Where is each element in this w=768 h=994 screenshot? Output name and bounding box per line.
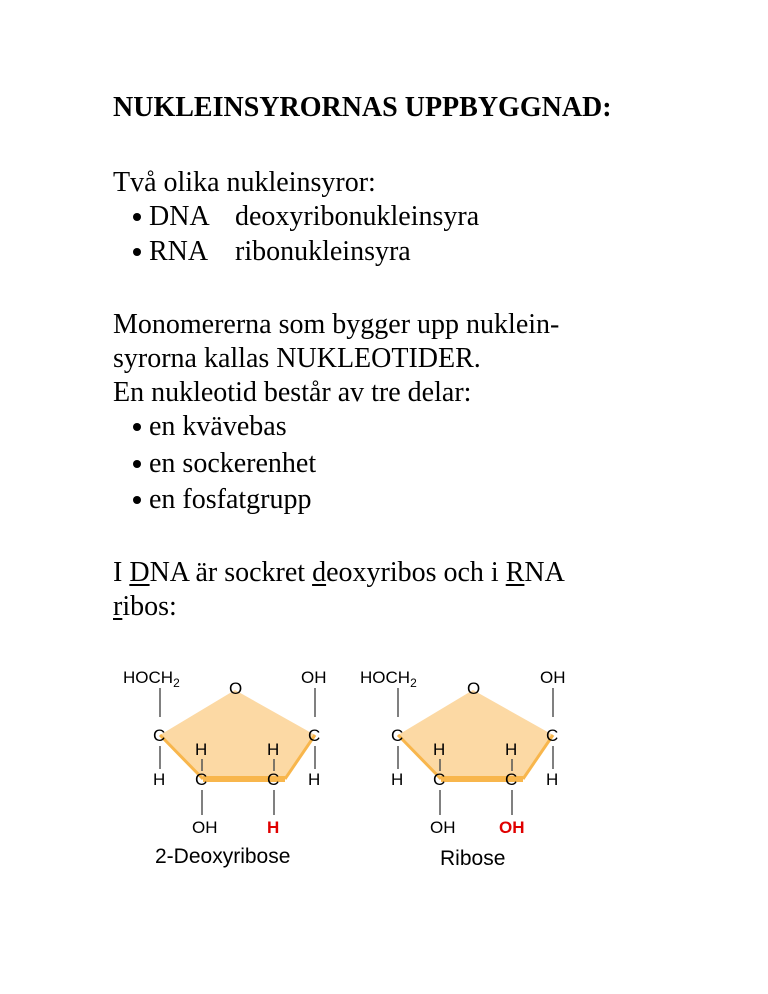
- text-run: eoxyribos och i: [326, 557, 506, 588]
- list-item-label: en sockerenhet: [149, 448, 317, 479]
- oh-label: OH: [301, 668, 327, 687]
- carbon-label: C: [308, 726, 321, 745]
- text-run: NA är sockret: [149, 557, 313, 588]
- underlined-letter: r: [113, 591, 123, 622]
- text-run: NA: [524, 557, 565, 588]
- ring-oxygen-label: O: [229, 679, 243, 698]
- hydrogen-label: H: [391, 770, 404, 789]
- molecule-name: Ribose: [440, 847, 506, 870]
- hydrogen-label: H: [195, 740, 208, 759]
- sugar-structures-figure: [115, 655, 575, 880]
- acid-name: deoxyribonukleinsyra: [235, 201, 480, 232]
- oh-label: OH: [430, 818, 456, 837]
- paragraph-line: [113, 556, 565, 590]
- molecule-name: 2-Deoxyribose: [155, 845, 291, 868]
- underlined-letter: R: [505, 557, 525, 588]
- list-item-label: en fosfatgrupp: [149, 484, 312, 515]
- carbon-label: C: [391, 726, 404, 745]
- carbon-label: C: [195, 770, 208, 789]
- hydrogen-label: H: [153, 770, 166, 789]
- bullet-icon: [133, 248, 141, 256]
- oh-label: OH: [192, 818, 218, 837]
- carbon-label: C: [267, 770, 280, 789]
- carbon-label: C: [433, 770, 446, 789]
- hoch2-label: $HOCH_2$: [360, 668, 417, 690]
- text-run: ibos:: [122, 591, 177, 622]
- paragraph-line: En nukleotid består av tre delar:: [113, 377, 472, 408]
- highlight-hydrogen-label: H: [267, 818, 280, 837]
- carbon-label: C: [505, 770, 518, 789]
- list-item: [133, 410, 287, 444]
- list-item-label: en kvävebas: [149, 411, 287, 442]
- acid-abbr: DNA: [149, 201, 210, 232]
- highlight-oh-label: OH: [499, 818, 525, 837]
- hydrogen-label: H: [433, 740, 446, 759]
- paragraph-line: [113, 590, 177, 624]
- underlined-letter: D: [129, 557, 150, 588]
- ring-oxygen-label: O: [467, 679, 481, 698]
- list-item: [133, 483, 312, 517]
- list-item-dna: [133, 200, 479, 234]
- hydrogen-label: H: [267, 740, 280, 759]
- sugar-structures-svg: [115, 655, 575, 880]
- list-item: [133, 447, 316, 481]
- intro-text: Två olika nukleinsyror:: [113, 167, 376, 198]
- underlined-letter: d: [312, 557, 327, 588]
- bullet-icon: [133, 423, 141, 431]
- bullet-icon: [133, 496, 141, 504]
- acid-abbr: RNA: [149, 236, 209, 267]
- text-run: I: [113, 557, 130, 588]
- list-item-rna: [133, 235, 411, 269]
- ribose-structure: [360, 668, 566, 870]
- carbon-label: C: [546, 726, 559, 745]
- hydrogen-label: H: [308, 770, 321, 789]
- hydrogen-label: H: [546, 770, 559, 789]
- hydrogen-label: H: [505, 740, 518, 759]
- paragraph-line: Monomererna som bygger upp nuklein-: [113, 309, 560, 340]
- deoxyribose-structure: [123, 668, 327, 868]
- acid-name: ribonukleinsyra: [235, 236, 411, 267]
- hoch2-label: $HOCH_2$: [123, 668, 180, 690]
- carbon-label: C: [153, 726, 166, 745]
- bullet-icon: [133, 213, 141, 221]
- page-title: NUKLEINSYRORNAS UPPBYGGNAD:: [113, 92, 612, 123]
- paragraph-line: syrorna kallas NUKLEOTIDER.: [113, 343, 481, 374]
- oh-label: OH: [540, 668, 566, 687]
- furanose-ring: [398, 690, 553, 779]
- bullet-icon: [133, 460, 141, 468]
- furanose-ring: [160, 690, 315, 779]
